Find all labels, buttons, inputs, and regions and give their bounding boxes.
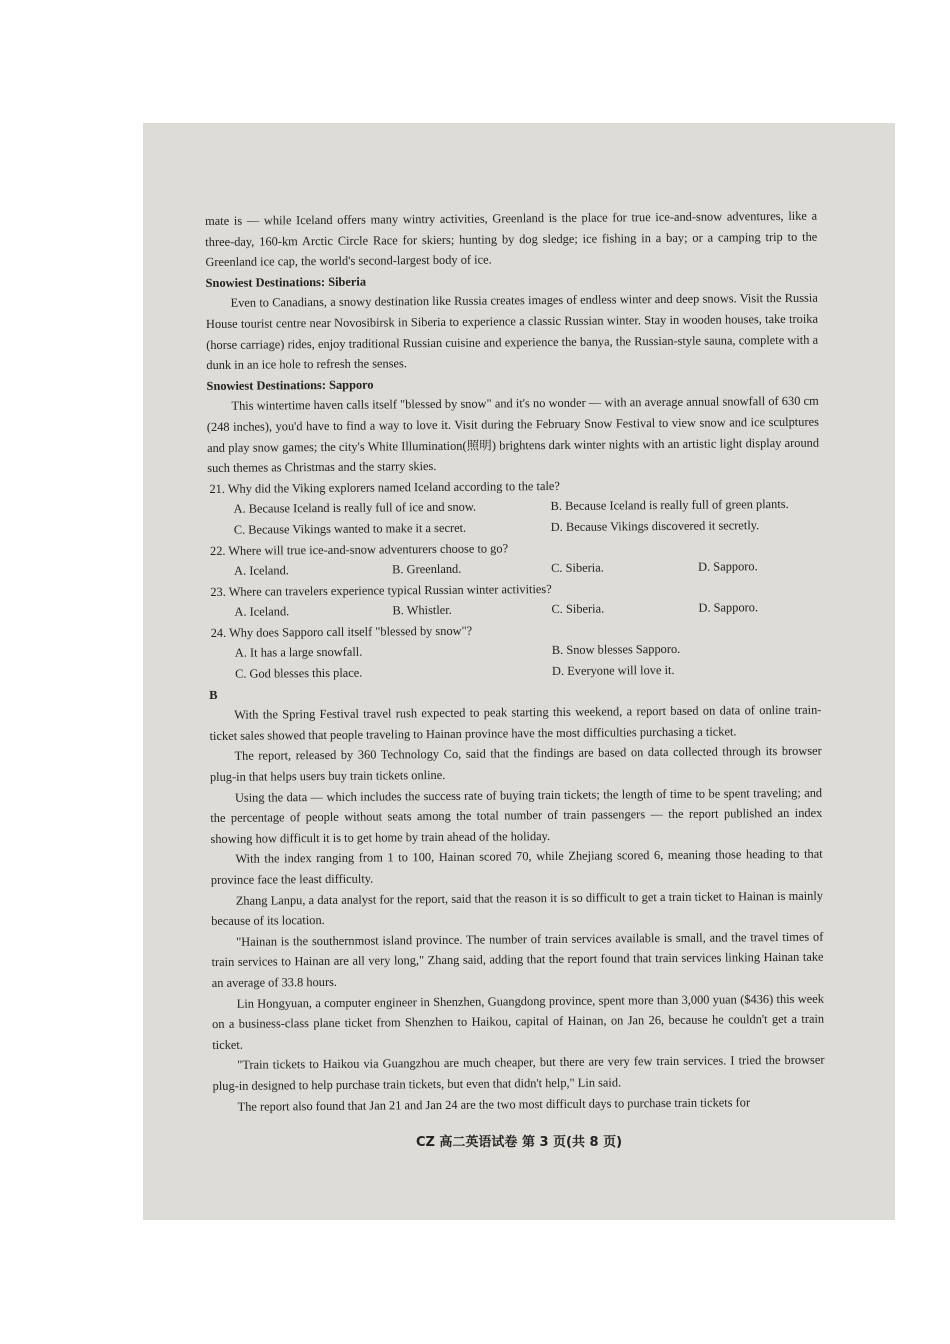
passage-a-continued xyxy=(205,206,819,479)
question-stem: 23. Where can travelers experience typical Russian winter activities? xyxy=(210,581,552,599)
paragraph: The report, released by 360 Technology Co, said that the findings are based on data collected through its browser plug-in that helps users buy train tickets online. xyxy=(209,744,822,785)
question-list xyxy=(207,473,821,684)
answer-options xyxy=(209,638,821,685)
page-footer: CZ 高二英语试卷 第 3 页(共 8 页) xyxy=(415,1135,623,1150)
paragraph: With the Spring Festival travel rush expected to peak starting this weekend, a report based on data of online train-ticket sales showed that people traveling to Hainan province have the most difficulties purchasing a ticket. xyxy=(209,702,822,743)
section-heading: Snowiest Destinations: Siberia xyxy=(205,274,367,290)
answer-options xyxy=(208,494,820,541)
answer-option: A. Iceland. xyxy=(234,563,289,578)
answer-option: A. Iceland. xyxy=(234,604,290,620)
answer-option: D. Sapporo. xyxy=(698,559,758,574)
answer-option: D. Everyone will love it. xyxy=(551,662,675,679)
section-b-heading: B xyxy=(209,687,218,702)
question-stem: 24. Why does Sapporo call itself "blessed by snow"? xyxy=(210,623,473,640)
answer-option: D. Because Vikings discovered it secretly. xyxy=(550,518,760,534)
answer-option: C. Because Vikings wanted to make it a secret. xyxy=(233,520,467,537)
answer-option: B. Because Iceland is really full of green plants. xyxy=(550,497,789,514)
paragraph: The report also found that Jan 21 and Jan 24 are the two most difficult days to purchase train tickets for xyxy=(237,1094,751,1114)
paragraph: Using the data — which includes the success rate of buying train tickets; the length of time to be spent traveling; and the percentage of people without seats among the total number of train passengers — the report published an index showing how difficult it is to get home by train ahead of the holiday. xyxy=(210,785,823,846)
section-heading: Snowiest Destinations: Sapporo xyxy=(206,377,374,393)
answer-option: D. Sapporo. xyxy=(698,600,759,615)
photographed-exam-page xyxy=(143,123,895,1220)
question-stem: 21. Why did the Viking explorers named Iceland according to the tale? xyxy=(209,478,560,496)
answer-option: A. It has a large snowfall. xyxy=(234,645,363,661)
paragraph: This wintertime haven calls itself "blessed by snow" and it's no wonder — with an average annual snowfall of 630 cm (248 inches), you'd have to find a way to love it. Visit during the February Snow Festival to view snow and ice sculptures and play snow games; the city's White Illumination(照明) brightens dark winter nights with an artistic light display around such themes as Christmas and the starry skies. xyxy=(206,393,820,476)
paragraph: Zhang Lanpu, a data analyst for the report, said that the reason it is so difficult to get a train ticket to Hainan is mainly because of its location. xyxy=(211,888,824,929)
question-stem: 22. Where will true ice-and-snow adventurers choose to go? xyxy=(209,540,509,558)
paragraph: Lin Hongyuan, a computer engineer in Shenzhen, Guangdong province, spent more than 3,000 yuan ($436) this week on a business-class plane ticket from Shenzhen to Haikou, capital of Hainan, on Jan 26, because he couldn't get a train ticket. xyxy=(212,991,825,1052)
passage-b xyxy=(209,700,825,1117)
paragraph: "Train tickets to Haikou via Guangzhou are much cheaper, but there are very few train services. I tried the browser plug-in designed to help purchase train tickets, but even that didn't help," Lin said. xyxy=(212,1052,825,1093)
answer-option: C. Siberia. xyxy=(551,560,604,576)
answer-option: C. Siberia. xyxy=(551,601,605,617)
paragraph: mate is — while Iceland offers many wintry activities, Greenland is the place for true ice-and-snow adventures, like a three-day, 160-km Arctic Circle Race for skiers; hunting by dog sledge; ice fishing in a bay; or a camping trip to the Greenland ice cap, the world's second-largest body of ice. xyxy=(205,208,818,270)
answer-option: B. Greenland. xyxy=(392,561,462,577)
paragraph: Even to Canadians, a snowy destination like Russia creates images of endless winter and deep snows. Visit the Russia House tourist centre near Novosibirsk in Siberia to experience a classic Russian winter. Stay in wooden houses, take troika (horse carriage) rides, enjoy traditional Russian cuisine and experience the banya, the Russian-style sauna, complete with a dunk in an ice hole to refresh the senses. xyxy=(205,291,819,373)
page-text xyxy=(205,206,825,1117)
paragraph: "Hainan is the southernmost island province. The number of train services available is small, and the travel times of train services to Hainan are all very long," Zhang said, adding that the report found that train services linking Hainan take an average of 33.8 hours. xyxy=(211,929,824,990)
paragraph: With the index ranging from 1 to 100, Hainan scored 70, while Zhejiang scored 6, meaning those heading to that province face the least difficulty. xyxy=(210,847,823,887)
answer-option: C. God blesses this place. xyxy=(234,665,363,681)
answer-option: B. Whistler. xyxy=(392,603,452,618)
answer-option: A. Because Iceland is really full of ice and snow. xyxy=(233,499,477,517)
answer-option: B. Snow blesses Sapporo. xyxy=(551,642,681,658)
